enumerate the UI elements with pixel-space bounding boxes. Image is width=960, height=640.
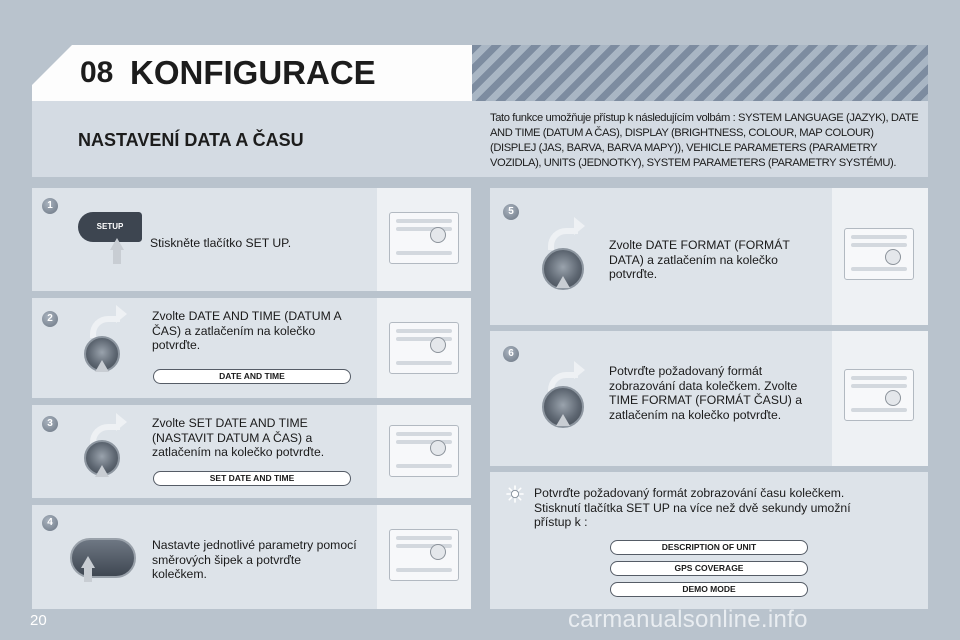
radio-image-5: [832, 188, 928, 325]
radio-unit-illustration: [389, 212, 459, 264]
radio-unit-illustration: [844, 369, 914, 421]
tip-text: Potvrďte požadovaný formát zobrazování času kolečkem. Stisknutí tlačítka SET UP na více než dvě sekundy umožní přístup k :: [534, 486, 851, 529]
step-text-4: Nastavte jednotlivé parametry pomocí směrových šipek a potvrďte kolečkem.: [152, 538, 357, 581]
intro-text: Tato funkce umožňuje přístup k následujícím volbám : SYSTEM LANGUAGE (JAZYK), DATE AND TIME (DATUM A ČAS), DISPLAY (BRIGHTNESS, COLOUR, MAP COLOUR) (DISPLEJ (JAS, BARVA, BARVA MAPY)), VEHICLE PARAMETERS (PARAMETRY VOZIDLA), UNITS (JEDNOTKY), SYSTEM PARAMETERS (PARAMETRY SYSTÉMU).: [490, 112, 919, 169]
press-arrow-icon: [556, 414, 570, 426]
chapter-title: KONFIGURACE: [130, 54, 376, 91]
radio-image-3: [377, 405, 471, 498]
press-arrow-icon: [95, 360, 109, 372]
press-arrow-icon: [556, 276, 570, 288]
step-text-2: Zvolte DATE AND TIME (DATUM A ČAS) a zatlačením na kolečko potvrďte.: [152, 309, 341, 352]
press-arrow-icon: [95, 465, 109, 477]
header-corner-cut: [32, 45, 72, 85]
step-badge-3: 3: [42, 416, 58, 432]
press-arrow-icon: [110, 238, 124, 250]
menu-pill-date-and-time: DATE AND TIME: [153, 369, 351, 384]
watermark: carmanualsonline.info: [568, 606, 808, 633]
page-number: 20: [30, 612, 47, 629]
direction-pad-icon: [70, 538, 136, 578]
step-badge-4: 4: [42, 515, 58, 531]
section-title: NASTAVENÍ DATA A ČASU: [78, 130, 304, 150]
radio-image-2: [377, 298, 471, 398]
radio-unit-illustration: [389, 529, 459, 581]
rotate-arrow-head: [574, 217, 585, 235]
header-stripe-decoration: [472, 45, 928, 101]
rotate-arrow-head: [574, 361, 585, 379]
step-badge-6: 6: [503, 346, 519, 362]
step-text-5: Zvolte DATE FORMAT (FORMÁT DATA) a zatlačením na kolečko potvrďte.: [609, 238, 790, 281]
radio-image-1: [377, 188, 471, 291]
rotate-arrow-head: [116, 305, 127, 323]
step-badge-1: 1: [42, 198, 58, 214]
press-arrow-stem: [113, 250, 121, 264]
press-arrow-stem: [84, 568, 92, 582]
step-badge-5: 5: [503, 204, 519, 220]
radio-unit-illustration: [389, 322, 459, 374]
rotate-arrow-head: [116, 413, 127, 431]
menu-pill-set-date-and-time: SET DATE AND TIME: [153, 471, 351, 486]
step-text-3: Zvolte SET DATE AND TIME (NASTAVIT DATUM A ČAS) a zatlačením na kolečko potvrďte.: [152, 416, 325, 459]
option-pill-gps-coverage: GPS COVERAGE: [610, 561, 808, 576]
option-pill-description-of-unit: DESCRIPTION OF UNIT: [610, 540, 808, 555]
radio-unit-illustration: [389, 425, 459, 477]
press-arrow-icon: [81, 556, 95, 568]
setup-button-icon: SETUP: [78, 212, 142, 242]
radio-unit-illustration: [844, 228, 914, 280]
step-text-1: Stiskněte tlačítko SET UP.: [150, 236, 292, 250]
radio-image-4: [377, 505, 471, 609]
step-text-6: Potvrďte požadovaný formát zobrazování data kolečkem. Zvolte TIME FORMAT (FORMÁT ČASU) a zatlačením na kolečko potvrďte.: [609, 364, 802, 422]
step-badge-2: 2: [42, 311, 58, 327]
lightbulb-icon: [506, 485, 524, 503]
option-pill-demo-mode: DEMO MODE: [610, 582, 808, 597]
chapter-number: 08: [80, 56, 114, 89]
radio-image-6: [832, 331, 928, 466]
